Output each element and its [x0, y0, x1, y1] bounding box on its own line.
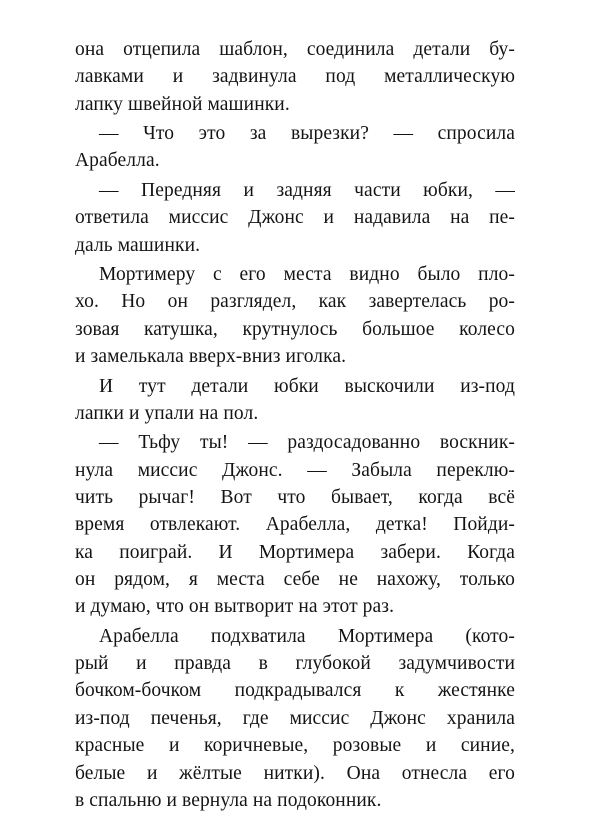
text-line: время отвлекают. Арабелла, детка! Пойди-	[75, 514, 515, 536]
paragraph	[75, 373, 515, 428]
text-line: даль машинки.	[75, 234, 201, 256]
text-line: лапку швейной машинки.	[75, 93, 290, 115]
paragraph	[75, 429, 515, 620]
text-line: лапки и упали на пол.	[75, 402, 259, 424]
paragraph	[75, 36, 515, 118]
text-line: бочком-бочком подкрадывался к жестянке	[75, 680, 515, 702]
text-line: зовая катушка, крутнулось большое колесо	[75, 318, 515, 340]
text-line: И тут детали юбки выскочили из-под	[99, 375, 515, 397]
text-line: нула миссис Джонс. — Забыла переклю-	[75, 459, 515, 481]
text-line: и думаю, что он вытворит на этот раз.	[75, 596, 395, 618]
page-text	[75, 36, 515, 814]
text-line: лавками и задвинула под металлическую	[75, 66, 515, 88]
text-line: белые и жёлтые нитки). Она отнесла его	[75, 762, 515, 784]
text-line: она отцепила шаблон, соединила детали бу-	[75, 39, 515, 60]
text-line: и замелькала вверх-вниз иголка.	[75, 346, 347, 368]
text-line: ка поиграй. И Мортимера забери. Когда	[75, 541, 515, 563]
text-line: он рядом, я места себе не нахожу, только	[75, 569, 515, 590]
text-line: ответила миссис Джонс и надавила на пе-	[75, 207, 515, 229]
text-line: — Передняя и задняя части юбки, —	[99, 179, 515, 201]
paragraph	[75, 177, 515, 259]
paragraph	[75, 261, 515, 370]
text-line: чить рычаг! Вот что бывает, когда всё	[75, 486, 515, 508]
text-line: красные и коричневые, розовые и синие,	[75, 735, 515, 757]
text-line: хо. Но он разглядел, как завертелась ро-	[75, 291, 515, 313]
text-line: рый и правда в глубокой задумчивости	[75, 653, 515, 675]
text-line: — Что это за вырезки? — спросила	[99, 123, 515, 145]
paragraph	[75, 120, 515, 175]
text-line: Мортимеру с его места видно было пло-	[99, 264, 515, 286]
text-line: Арабелла подхватила Мортимера (кото-	[99, 625, 515, 647]
text-line: — Тьфу ты! — раздосадованно воскник-	[99, 432, 515, 454]
text-line: из-под печенья, где миссис Джонс хранила	[75, 707, 515, 729]
text-line: в спальню и вернула на подоконник.	[75, 789, 382, 811]
text-line: Арабелла.	[75, 150, 160, 172]
paragraph	[75, 623, 515, 814]
